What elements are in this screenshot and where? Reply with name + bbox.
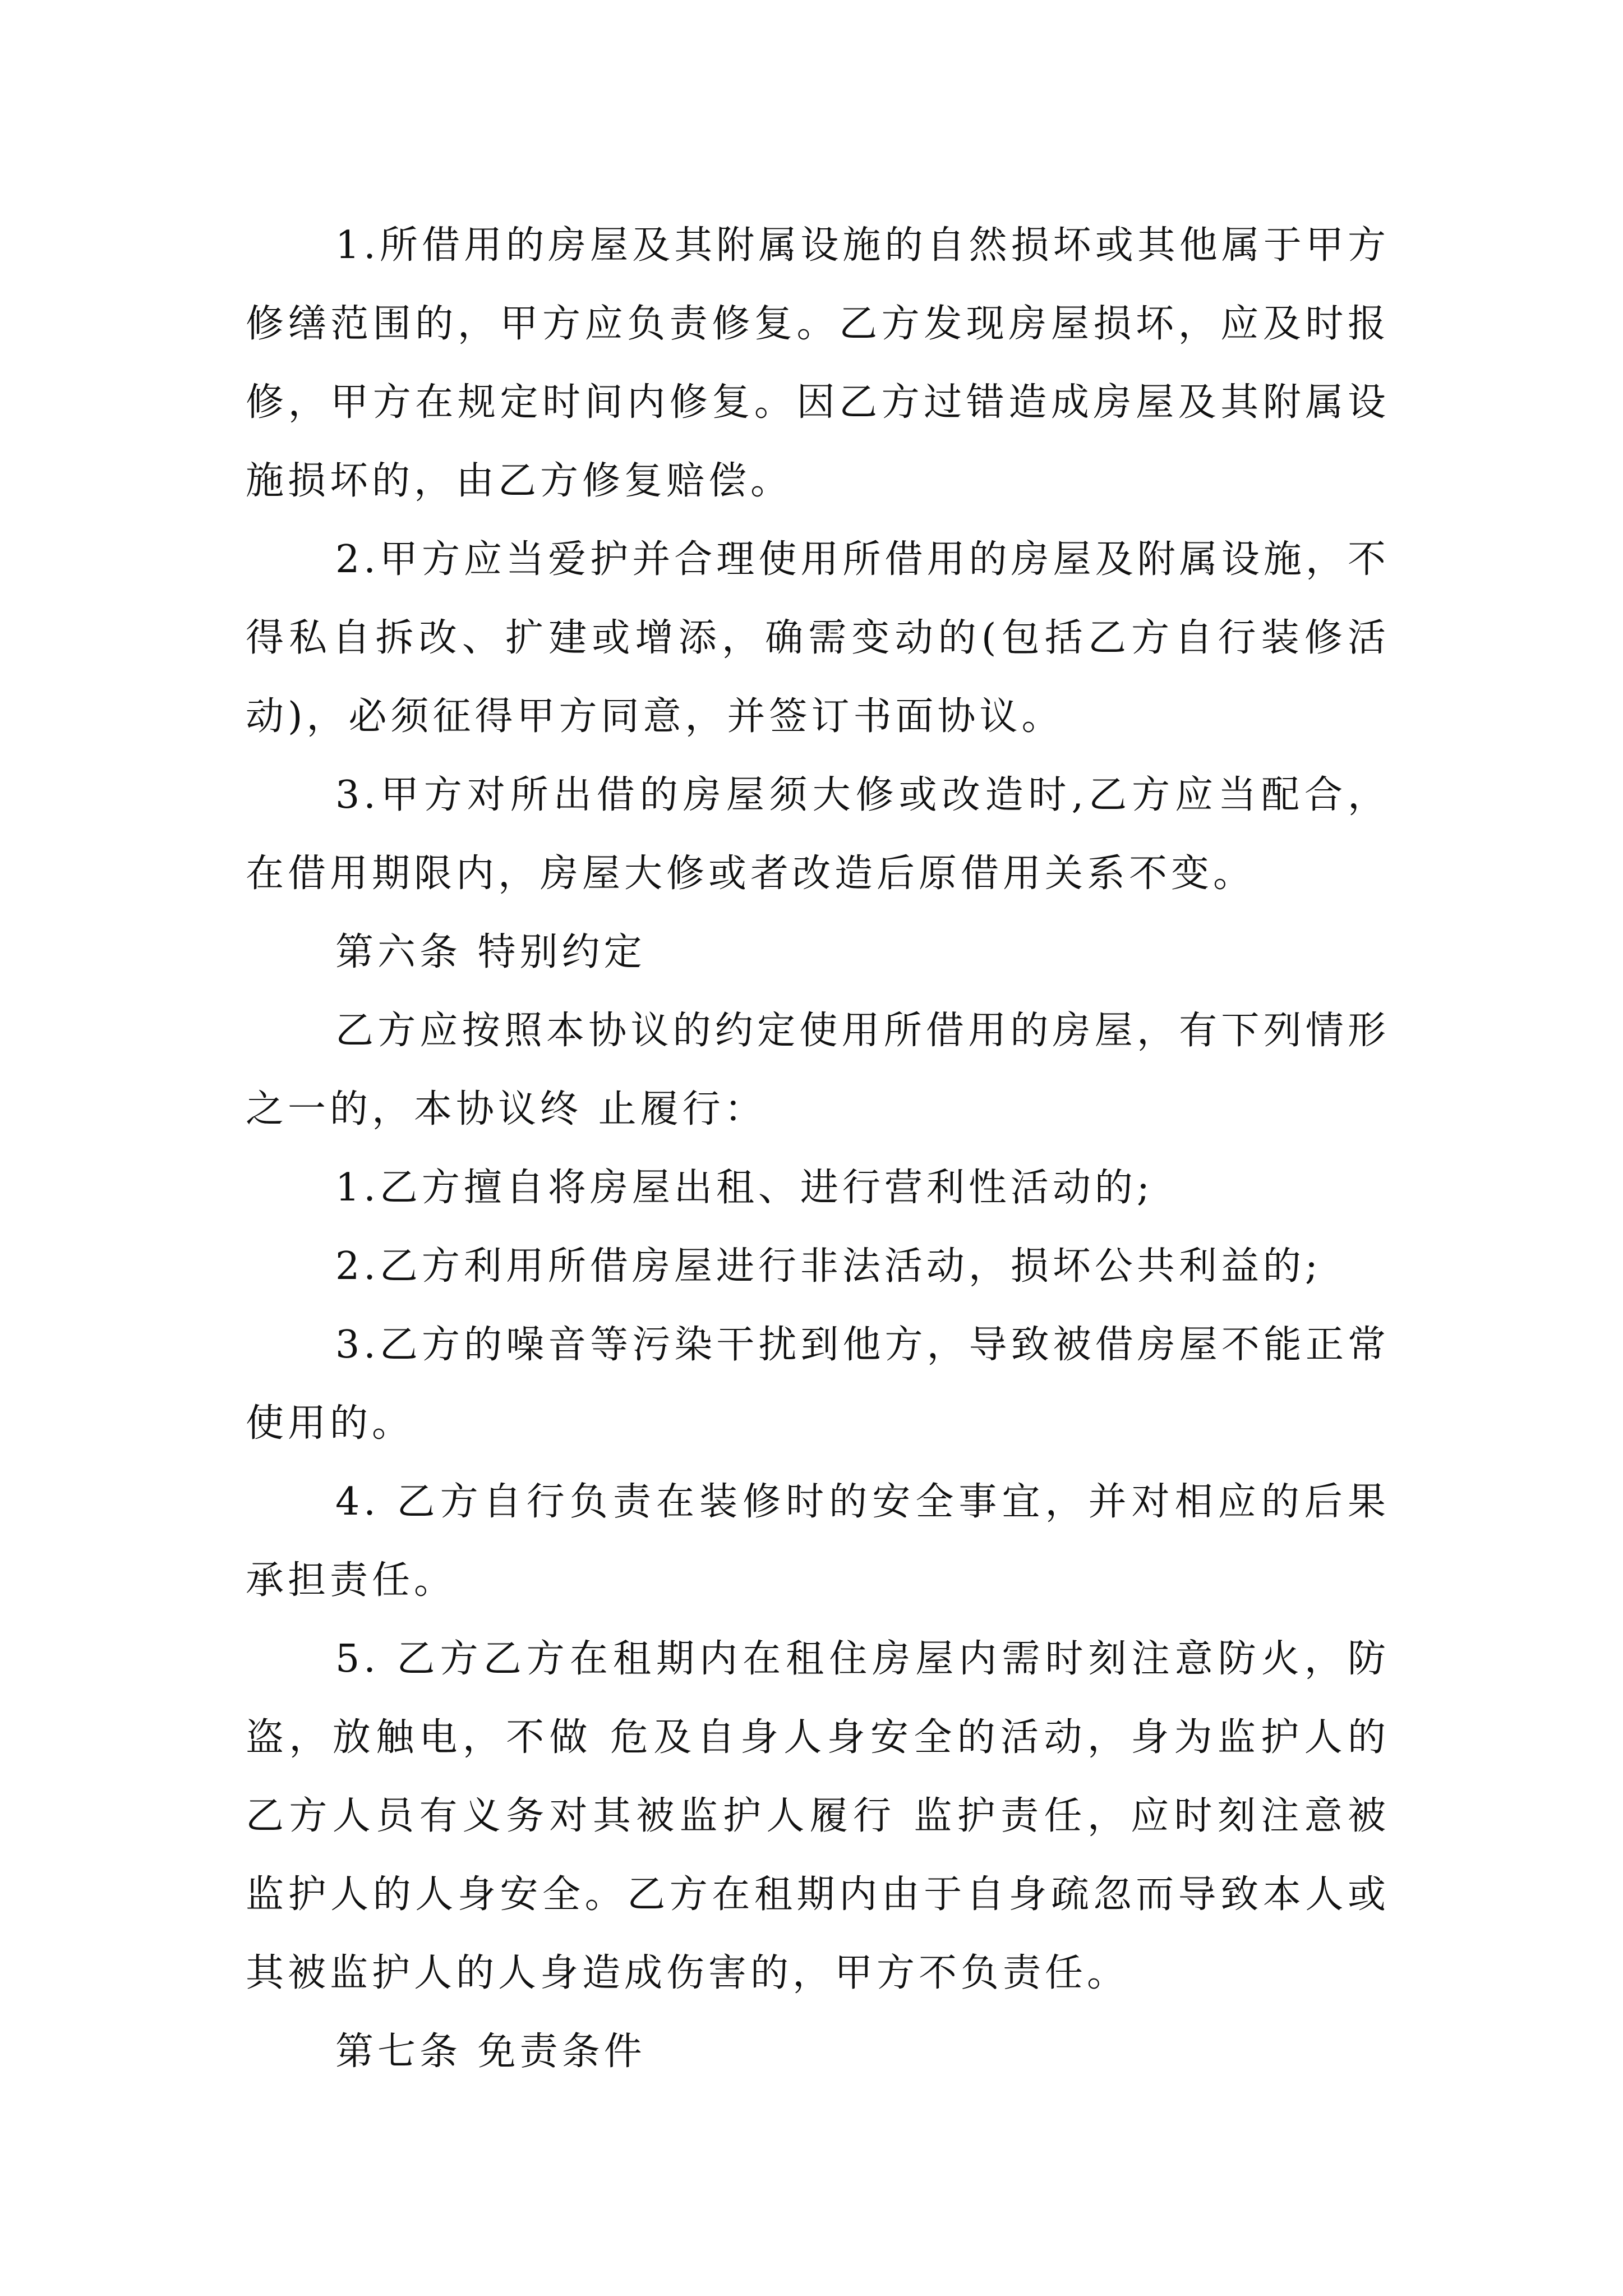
document-body (246, 206, 1390, 2091)
paragraph-repair-responsibility: 1.所借用的房屋及其附属设施的自然损坏或其他属于甲方修缮范围的，甲方应负责修复。乙方发现房屋损坏，应及时报修，甲方在规定时间内修复。因乙方过错造成房屋及其附属设施损坏的，由乙方修复赔偿。 (246, 223, 1390, 503)
article-6-heading: 第六条 特别约定 (335, 930, 646, 974)
list-item-noise-pollution: 3.乙方的噪音等污染干扰到他方，导致被借房屋不能正常使用的。 (246, 1323, 1390, 1446)
list-item-renovation-safety: 4. 乙方自行负责在装修时的安全事宜，并对相应的后果承担责任。 (246, 1480, 1390, 1603)
paragraph-major-repair: 3.甲方对所出借的房屋须大修或改造时,乙方应当配合，在借用期限内，房屋大修或者改造后原借用关系不变。 (246, 773, 1390, 896)
list-item-personal-safety: 5. 乙方乙方在租期内在租住房屋内需时刻注意防火，防盗，放触电，不做 危及自身人身安全的活动，身为监护人的乙方人员有义务对其被监护人履行 监护责任，应时刻注意被监护人的人身安全。乙方在租期内由于自身疏忽而导致本人或其被监护人的人身造成伤害的，甲方不负责任。 (246, 1637, 1390, 1995)
paragraph-care-of-premises: 2.甲方应当爱护并合理使用所借用的房屋及附属设施，不得私自拆改、扩建或增添，确需变动的(包括乙方自行装修活动)，必须征得甲方同意，并签订书面协议。 (246, 537, 1390, 739)
list-item-subletting: 1.乙方擅自将房屋出租、进行营利性活动的; (335, 1166, 1154, 1210)
paragraph-termination-conditions: 乙方应按照本协议的约定使用所借用的房屋，有下列情形之一的，本协议终 止履行： (246, 1009, 1390, 1131)
list-item-illegal-activity: 2.乙方利用所借房屋进行非法活动，损坏公共利益的; (335, 1244, 1322, 1289)
article-7-heading: 第七条 免责条件 (335, 2030, 646, 2074)
